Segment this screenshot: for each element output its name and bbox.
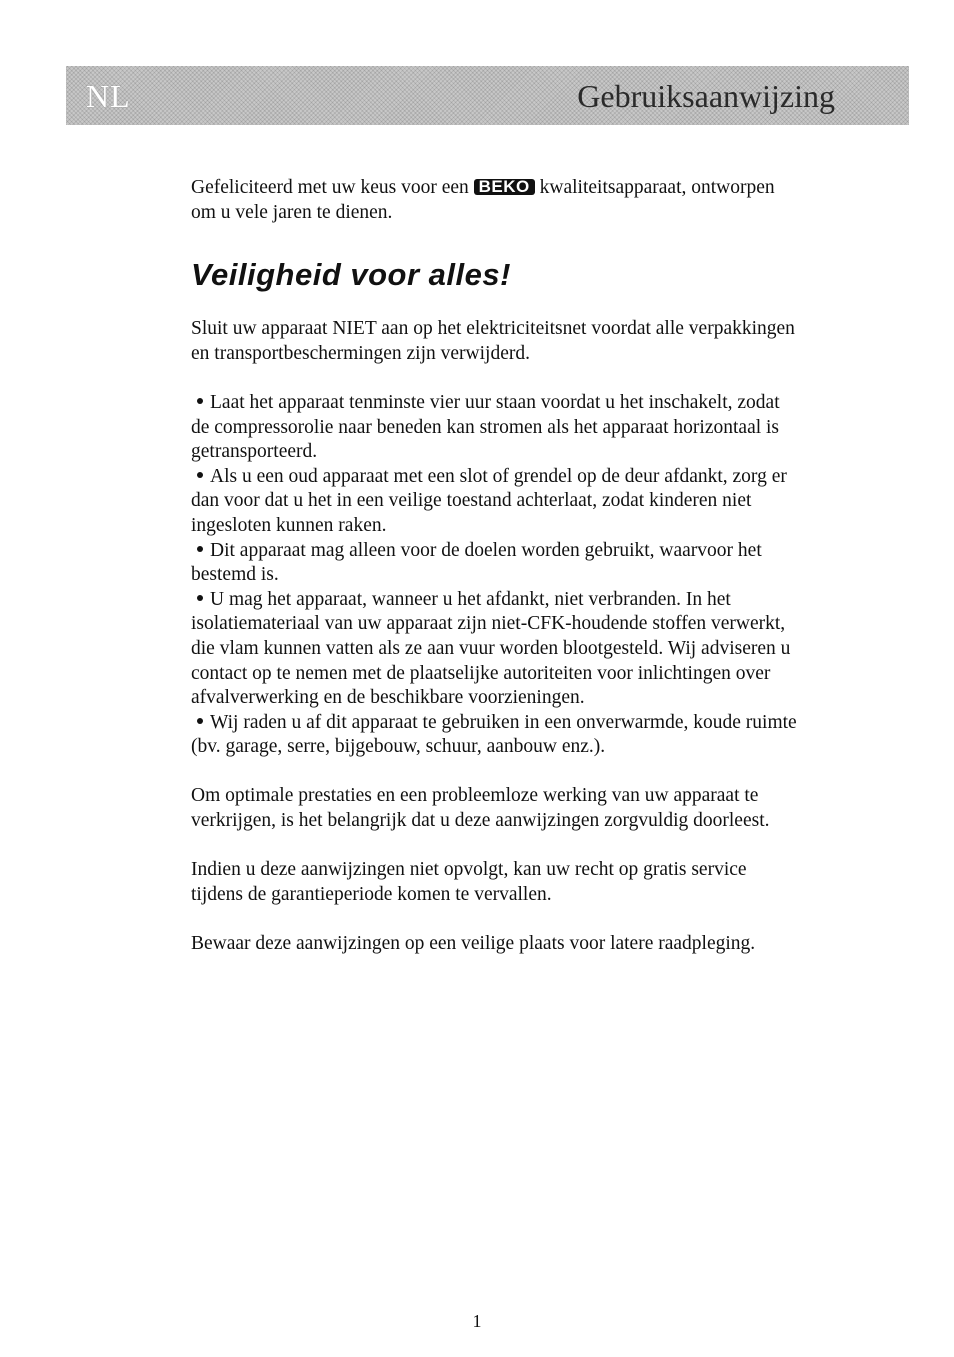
beko-logo-icon: BEKO [474,179,535,195]
bullet-text: Dit apparaat mag alleen voor de doelen worden gebruikt, waarvoor het bestemd is. [191,539,762,586]
page-title: Gebruiksaanwijzing [577,78,835,114]
intro-text-start: Gefeliciteerd met uw keus voor een [191,177,469,198]
bullet-text: Wij raden u af dit apparaat te gebruiken in een onverwarmde, koude ruimte (bv. garage, serre, bijgebouw, schuur, aanbouw enz.). [191,711,797,758]
bullet-dot-icon [197,595,203,601]
intro-text-end: kwaliteitsapparaat, ontworpen om u vele jaren te dienen. [191,177,775,223]
bullet-item [191,588,799,711]
bullet-text: U mag het apparaat, wanneer u het afdankt, niet verbranden. In het isolatiemateriaal van uw apparaat zijn niet-CFK-houdende stoffen verwerkt, die vlam kunnen vatten als ze aan vuur worden blootgesteld. Wij adviseren u contact op te nemen met de plaatselijke autoriteiten voor inlichtingen over afvalverwerking en de beschikbare voorzieningen. [191,588,791,709]
bullet-dot-icon [197,398,203,404]
page-number: 1 [472,1311,482,1331]
header-band [66,66,909,125]
bullet-item [191,465,799,539]
bullet-text: Als u een oud apparaat met een slot of grendel op de deur afdankt, zorg er dan voor dat u het in een veilige toestand achterlaat, zodat kinderen niet ingesloten kunnen raken. [191,465,787,536]
bullet-dot-icon [197,718,203,724]
bullet-dot-icon [197,472,203,478]
safety-heading: Veiligheid voor alles! [191,257,511,293]
keep-instructions-paragraph: Bewaar deze aanwijzingen op een veilige plaats voor latere raadpleging. [191,933,756,955]
bullet-dot-icon [197,546,203,552]
bullet-item [191,711,799,760]
main-content [191,176,799,957]
bullet-text: Laat het apparaat tenminste vier uur staan voordat u het inschakelt, zodat de compressorolie naar beneden kan stromen als het apparaat horizontaal is getransporteerd. [191,391,780,463]
intro-paragraph [191,176,799,225]
bullet-item [191,539,799,588]
language-code: NL [86,78,131,114]
performance-paragraph: Om optimale prestaties en een probleemloze werking van uw apparaat te verkrijgen, is het belangrijk dat u deze aanwijzingen zorgvuldig doorleest. [191,785,770,832]
safety-bullet-list [191,391,799,760]
bullet-item [191,391,799,465]
safety-warning: Sluit uw apparaat NIET aan op het elektriciteitsnet voordat alle verpakkingen en transportbeschermingen zijn verwijderd. [191,318,795,364]
warranty-paragraph: Indien u deze aanwijzingen niet opvolgt, kan uw recht op gratis service tijdens de garantieperiode komen te vervallen. [191,859,747,905]
